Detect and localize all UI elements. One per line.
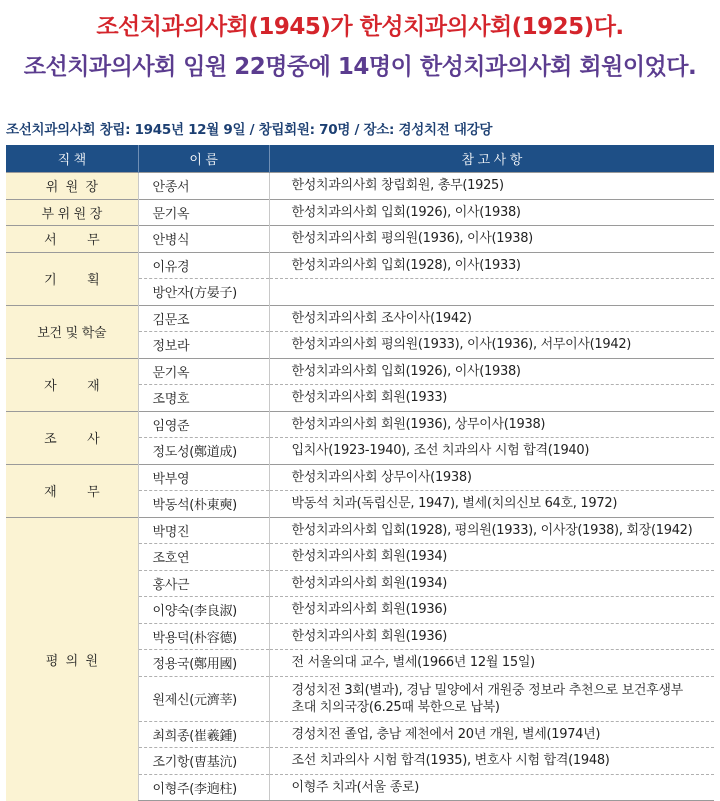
- name-cell: 임영준: [138, 411, 269, 438]
- note-cell: [269, 570, 714, 597]
- note-cell: [269, 597, 714, 624]
- table-row: [6, 173, 714, 200]
- table-row: [6, 226, 714, 253]
- note-cell: [269, 385, 714, 412]
- note-text: 경성치전 3회(별과), 경남 밀양에서 개원중 정보라 추천으로 보건후생부 초대 치의국장(6.25때 북한으로 납북): [291, 682, 683, 715]
- note-text: 조선 치과의사 시험 합격(1935), 변호사 시험 합격(1948): [291, 753, 610, 769]
- position-cell: 보건 및 학술: [6, 305, 138, 358]
- note-text: 한성치과의사회 회원(1936): [291, 628, 448, 644]
- note-cell: [269, 252, 714, 279]
- note-cell: [269, 226, 714, 253]
- note-cell: [269, 650, 714, 677]
- header-position: 직 책: [6, 145, 138, 173]
- founding-info: 조선치과의사회 창립: 1945년 12월 9일 / 창립회원: 70명 / 장소: 경성치전 대강당: [6, 122, 493, 138]
- note-text: 경성치전 졸업, 충남 제천에서 20년 개원, 별세(1974년): [291, 726, 601, 742]
- name-cell: 원제신(元濟莘): [138, 676, 269, 721]
- name-cell: 정도성(鄭道成): [138, 438, 269, 465]
- position-cell: 평 의 원: [6, 517, 138, 801]
- table-row: [6, 464, 714, 491]
- position-cell: 자 재: [6, 358, 138, 411]
- officers-table: [6, 145, 714, 801]
- name-cell: 박용덕(朴容德): [138, 623, 269, 650]
- table-row: [6, 517, 714, 544]
- note-cell: [269, 544, 714, 571]
- note-text: 한성치과의사회 조사이사(1942): [291, 310, 472, 326]
- table-row: [6, 252, 714, 279]
- note-cell: [269, 438, 714, 465]
- note-text: 한성치과의사회 회원(1934): [291, 575, 448, 591]
- note-cell: [269, 358, 714, 385]
- note-text: 한성치과의사회 상무이사(1938): [291, 469, 472, 485]
- note-text: 한성치과의사회 평의원(1933), 이사(1936), 서무이사(1942): [291, 337, 632, 353]
- note-text: 한성치과의사회 입회(1928), 평의원(1933), 이사장(1938), 회장(1942): [291, 522, 693, 538]
- name-cell: 정보라: [138, 332, 269, 359]
- name-cell: 조명호: [138, 385, 269, 412]
- note-text: 입치사(1923-1940), 조선 치과의사 시험 합격(1940): [291, 443, 590, 459]
- note-cell: [269, 199, 714, 226]
- note-text: 전 서울의대 교수, 별세(1966년 12월 15일): [291, 655, 535, 671]
- position-cell: 재 무: [6, 464, 138, 517]
- note-cell: [269, 279, 714, 306]
- note-cell: [269, 748, 714, 775]
- note-text: 한성치과의사회 회원(1936): [291, 602, 448, 618]
- name-cell: 방안자(方晏子): [138, 279, 269, 306]
- note-cell: [269, 173, 714, 200]
- name-cell: 김문조: [138, 305, 269, 332]
- position-cell: 위 원 장: [6, 173, 138, 200]
- position-cell: 서 무: [6, 226, 138, 253]
- name-cell: 정용국(鄭用國): [138, 650, 269, 677]
- name-cell: 문기옥: [138, 199, 269, 226]
- position-cell: 조 사: [6, 411, 138, 464]
- note-cell: [269, 623, 714, 650]
- name-cell: 이유경: [138, 252, 269, 279]
- note-cell: [269, 332, 714, 359]
- table-row: [6, 199, 714, 226]
- note-text: 한성치과의사회 창립회원, 총무(1925): [291, 178, 504, 194]
- name-cell: 조기항(曺基沆): [138, 748, 269, 775]
- name-cell: 이형주(李逈柱): [138, 774, 269, 801]
- note-text: 한성치과의사회 입회(1926), 이사(1938): [291, 204, 521, 220]
- note-cell: [269, 491, 714, 518]
- table-row: [6, 411, 714, 438]
- header-notes: 참 고 사 항: [269, 145, 714, 173]
- name-cell: 최희종(崔羲鍾): [138, 721, 269, 748]
- note-cell: [269, 774, 714, 801]
- name-cell: 이양숙(李良淑): [138, 597, 269, 624]
- position-cell: 부 위 원 장: [6, 199, 138, 226]
- table-row: [6, 305, 714, 332]
- note-cell: [269, 464, 714, 491]
- note-cell: [269, 721, 714, 748]
- note-text: 이형주 치과(서울 종로): [291, 779, 420, 795]
- position-cell: 기 획: [6, 252, 138, 305]
- note-cell: [269, 305, 714, 332]
- name-cell: 박부영: [138, 464, 269, 491]
- name-cell: 안병식: [138, 226, 269, 253]
- name-cell: 박동석(朴東奭): [138, 491, 269, 518]
- header-name: 이 름: [138, 145, 269, 173]
- note-text: 한성치과의사회 회원(1936), 상무이사(1938): [291, 416, 546, 432]
- headline-subtitle: 조선치과의사회 임원 22명중에 14명이 한성치과의사회 회원이었다.: [23, 54, 697, 80]
- name-cell: 조호연: [138, 544, 269, 571]
- note-cell: [269, 411, 714, 438]
- table-header-row: [6, 145, 714, 173]
- note-cell: [269, 517, 714, 544]
- note-text: 한성치과의사회 회원(1934): [291, 549, 448, 565]
- note-text: 한성치과의사회 평의원(1936), 이사(1938): [291, 231, 533, 247]
- note-text: 한성치과의사회 입회(1926), 이사(1938): [291, 363, 521, 379]
- note-text: 한성치과의사회 회원(1933): [291, 390, 448, 406]
- name-cell: 안종서: [138, 173, 269, 200]
- name-cell: 문기옥: [138, 358, 269, 385]
- note-cell: [269, 676, 714, 721]
- note-text: 박동석 치과(독립신문, 1947), 별세(치의신보 64호, 1972): [291, 496, 618, 512]
- note-text: 한성치과의사회 입회(1928), 이사(1933): [291, 257, 521, 273]
- table-row: [6, 358, 714, 385]
- headline-title: 조선치과의사회(1945)가 한성치과의사회(1925)다.: [96, 14, 624, 40]
- name-cell: 박명진: [138, 517, 269, 544]
- name-cell: 홍사근: [138, 570, 269, 597]
